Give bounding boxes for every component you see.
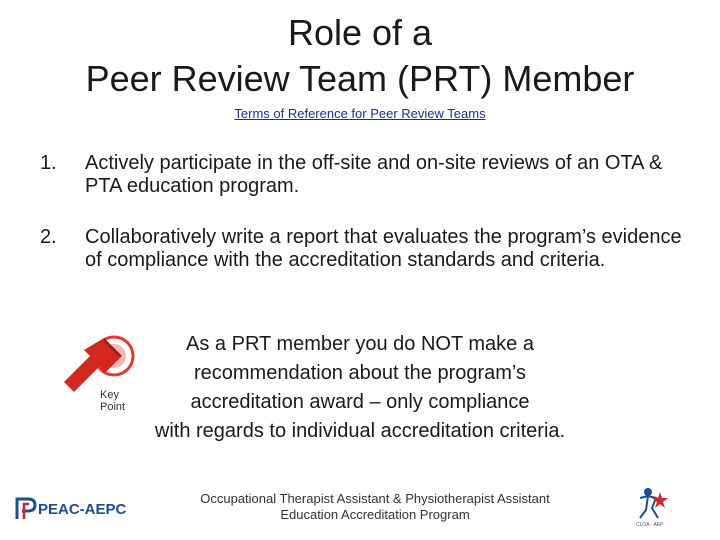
list-item — [40, 226, 690, 272]
list-item-text: Actively participate in the off-site and on-site reviews of an OTA & PTA education program. — [85, 152, 663, 197]
figure-head — [644, 488, 652, 496]
key-point-callout — [110, 330, 610, 446]
list-item-text: Collaboratively write a report that evaluates the program’s evidence of compliance with the accreditation standards and criteria. — [85, 226, 682, 271]
cloa-logo-text: CLOA · AEP — [636, 522, 664, 528]
footer-line-1: Occupational Therapist Assistant & Physiotherapist Assistant — [200, 491, 550, 506]
terms-of-reference-link[interactable]: Terms of Reference for Peer Review Teams — [234, 106, 486, 121]
key-point-label-line-2: Point — [100, 401, 126, 413]
responsibilities-list — [40, 152, 690, 300]
list-item — [40, 152, 690, 198]
callout-line-1: As a PRT member you do NOT make a — [186, 333, 534, 355]
slide-title — [0, 10, 720, 102]
title-line-1: Role of a — [287, 12, 433, 53]
title-line-2: Peer Review Team (PRT) Member — [85, 58, 635, 99]
logo-text: PEAC-AEPC — [38, 501, 127, 518]
callout-line-3: accreditation award – only compliance — [190, 391, 530, 413]
logo-mark — [17, 499, 35, 519]
peac-aepc-logo — [14, 492, 128, 524]
footer-caption — [150, 491, 600, 523]
callout-line-2: recommendation about the program’s — [193, 362, 527, 384]
footer-line-2: Education Accreditation Program — [280, 507, 470, 522]
cloa-logo — [630, 484, 678, 528]
key-point-label-line-1: Key — [100, 389, 119, 401]
list-item-number: 1. — [40, 152, 57, 174]
list-item-number: 2. — [40, 226, 57, 248]
callout-line-4: with regards to individual accreditation criteria. — [154, 420, 566, 442]
